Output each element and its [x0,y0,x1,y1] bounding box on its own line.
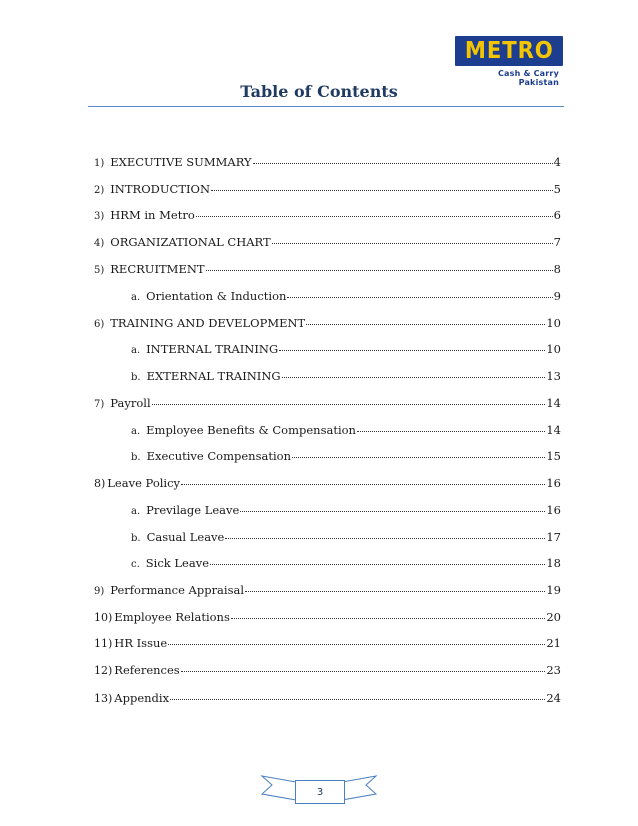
toc-page: 21 [546,636,561,650]
toc-page: 7 [553,235,561,249]
toc-leader [168,636,545,645]
toc-number: 9) [94,586,105,597]
toc-entry[interactable] [94,262,561,278]
toc-page: 23 [546,663,561,677]
toc-label: Previlage Leave [146,503,240,517]
toc-leader [287,289,552,298]
toc-label: Executive Compensation [146,449,291,463]
page-number: 3 [295,780,345,804]
toc-subentry[interactable] [131,503,561,519]
toc-page: 14 [546,423,561,437]
toc-number: c. [131,559,140,570]
toc-label: RECRUITMENT [110,262,205,276]
toc-leader [292,449,545,458]
toc-page: 8 [553,262,561,276]
toc-page: 13 [546,369,561,383]
title-divider [88,106,564,107]
toc-page: 6 [553,208,561,222]
toc-entry[interactable] [94,182,561,198]
toc-leader [279,342,545,351]
toc-entry[interactable] [94,610,561,625]
toc-label: Performance Appraisal [110,583,245,597]
toc-leader [196,208,553,217]
toc-entry[interactable] [94,316,561,332]
toc-subentry[interactable] [131,369,561,385]
toc-subentry[interactable] [131,530,561,546]
toc-entry[interactable] [94,691,561,706]
toc-entry[interactable] [94,208,561,224]
metro-logo [455,36,563,87]
logo-box [455,36,563,66]
toc-number: a. [131,345,141,356]
toc-page: 20 [546,610,561,624]
toc-number: a. [131,426,141,437]
toc-page: 19 [546,583,561,597]
toc-page: 17 [546,530,561,544]
toc-number: 6) [94,319,105,330]
toc-leader [306,316,545,325]
toc-page: 15 [546,449,561,463]
toc-leader [272,235,553,244]
toc-label: EXECUTIVE SUMMARY [110,155,252,169]
toc-subentry[interactable] [131,342,561,358]
toc-number: 3) [94,211,105,222]
page-title: Table of Contents [240,82,398,101]
toc-page: 10 [546,342,561,356]
toc-leader [210,556,545,565]
toc-leader [206,262,553,271]
toc-page: 24 [546,691,561,705]
toc-subentry[interactable] [131,289,561,305]
toc-subentry[interactable] [131,449,561,465]
toc-page: 4 [553,155,561,169]
toc-number: 13) [94,692,113,705]
toc-number: 4) [94,238,105,249]
toc-label: Payroll [110,396,151,410]
toc-page: 18 [546,556,561,570]
toc-number: 10) [94,611,113,624]
toc-number: a. [131,292,141,303]
toc-number: 2) [94,185,105,196]
toc-number: 12) [94,664,113,677]
toc-leader [170,691,545,700]
toc-number: 1) [94,158,105,169]
toc-label: Employee Benefits & Compensation [146,423,356,437]
toc-number: 5) [94,265,105,276]
toc-leader [181,663,546,672]
toc-subentry[interactable] [131,423,561,439]
toc-number: b. [131,372,141,383]
toc-leader [181,476,545,485]
toc-page: 16 [546,476,561,490]
toc-number: b. [131,533,141,544]
toc-page: 5 [553,182,561,196]
logo-subtitle: Cash & Carry Pakistan [497,69,559,87]
toc-leader [245,583,545,592]
toc-entry[interactable] [94,636,561,651]
toc-label: INTERNAL TRAINING [146,342,279,356]
toc-label: Orientation & Induction [146,289,287,303]
toc-leader [225,530,545,539]
toc-entry[interactable] [94,235,561,251]
toc-entry[interactable] [94,476,561,491]
toc-leader [240,503,545,512]
toc-number: 11) [94,637,113,650]
toc-number: 8) [94,477,106,490]
toc-label: Appendix [114,691,170,705]
toc-number: a. [131,506,141,517]
toc-leader [357,423,545,432]
toc-page: 10 [546,316,561,330]
toc-label: Sick Leave [145,556,210,570]
toc-label: References [114,663,180,677]
toc-label: TRAINING AND DEVELOPMENT [110,316,306,330]
toc-number: b. [131,452,141,463]
toc-page: 14 [546,396,561,410]
toc-leader [231,610,546,619]
toc-subentry[interactable] [131,556,561,572]
toc-label: HRM in Metro [110,208,195,222]
toc-label: Employee Relations [114,610,230,624]
toc-leader [211,182,553,191]
toc-label: Leave Policy [107,476,181,490]
toc-leader [253,155,553,164]
toc-entry[interactable] [94,396,561,412]
toc-leader [282,369,546,378]
toc-entry[interactable] [94,155,561,171]
toc-label: Casual Leave [146,530,225,544]
toc-leader [152,396,546,405]
toc-label: HR Issue [114,636,168,650]
toc-number: 7) [94,399,105,410]
toc-page: 9 [553,289,561,303]
toc-label: ORGANIZATIONAL CHART [110,235,271,249]
toc-entry[interactable] [94,663,561,678]
toc-entry[interactable] [94,583,561,599]
toc-label: INTRODUCTION [110,182,211,196]
logo-word: METRO [464,38,554,64]
toc-label: EXTERNAL TRAINING [146,369,281,383]
toc-page: 16 [546,503,561,517]
